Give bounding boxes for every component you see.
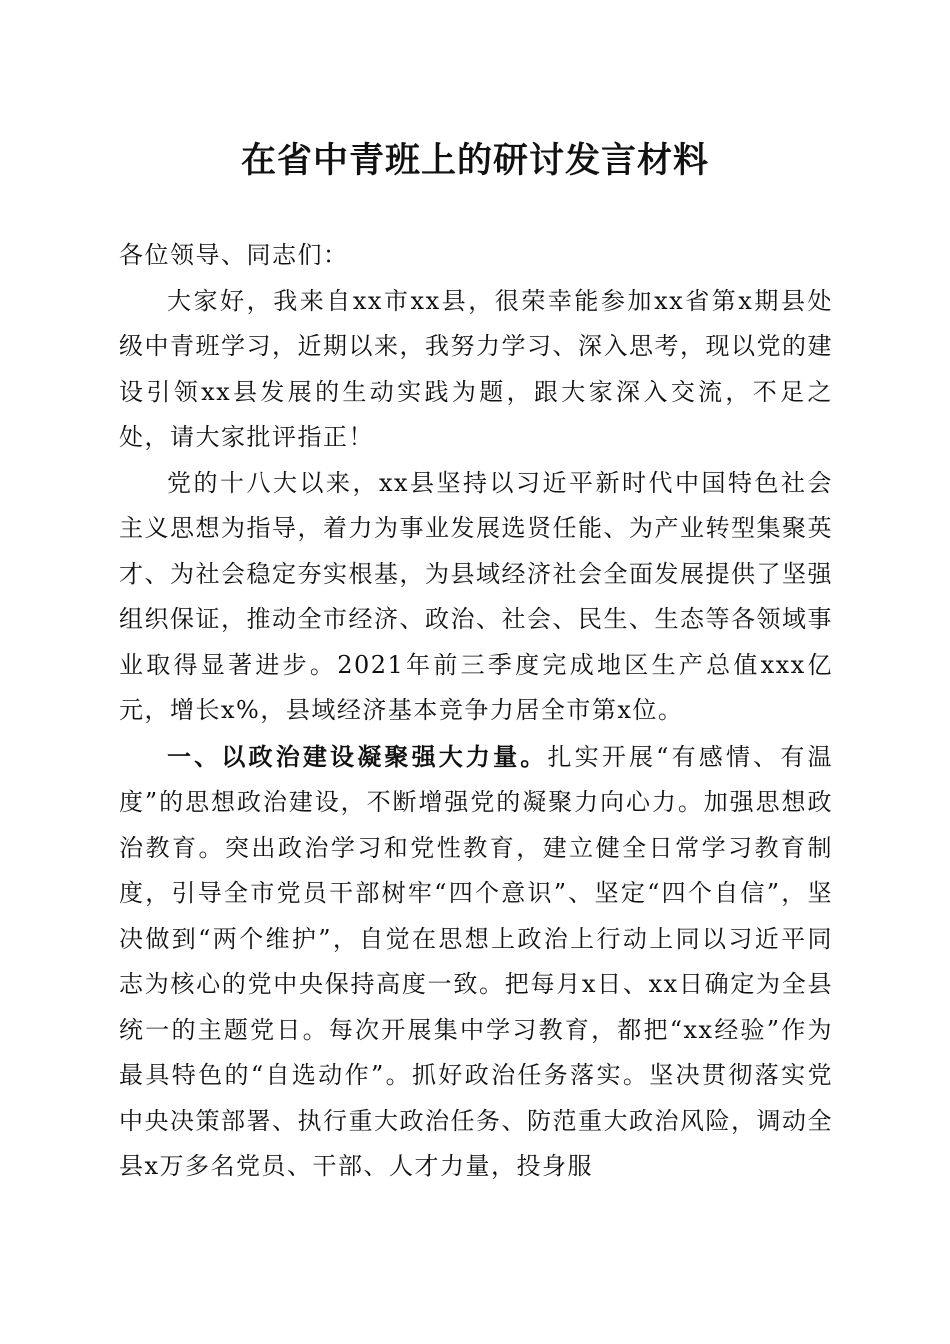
section-one-text: 扎实开展“有感情、有温度”的思想政治建设，不断增强党的凝聚力向心力。加强思想政治教育。突出政治学习和党性教育，建立健全日常学习教育制度，引导全市党员干部树牢“四个意识”、坚定“四个自信”，坚决做到“两个维护”，自觉在思想上政治上行动上同以习近平同志为核心的党中央保持高度一致。把每月x日、xx日确定为全县统一的主题党日。每次开展集中学习教育，都把“xx经验”作为最具特色的“自选动作”。抓好政治任务落实。坚决贯彻落实党中央决策部署、执行重大政治任务、防范重大政治风险，调动全县x万多名党员、干部、人才力量，投身服 <box>119 742 833 1180</box>
paragraph-greeting: 大家好，我来自xx市xx县，很荣幸能参加xx省第x期县处级中青班学习，近期以来，我努力学习、深入思考，现以党的建设引领xx县发展的生动实践为题，跟大家深入交流，不足之处，请大家批评指正！ <box>119 286 833 451</box>
document-title: 在省中青班上的研讨发言材料 <box>240 140 709 181</box>
section-one-heading: 一、以政治建设凝聚强大力量。 <box>167 741 548 771</box>
document-body <box>119 233 833 1190</box>
salutation: 各位领导、同志们： <box>119 241 349 269</box>
paragraph-overview: 党的十八大以来，xx县坚持以习近平新时代中国特色社会主义思想为指导，着力为事业发展选贤任能、为产业转型集聚英才、为社会稳定夯实根基，为县域经济社会全面发展提供了坚强组织保证，推动全市经济、政治、社会、民生、生态等各领域事业取得显著进步。2021年前三季度完成地区生产总值xxx亿元，增长x%，县域经济基本竞争力居全市第x位。 <box>119 468 833 724</box>
section-one-paragraph <box>119 734 833 1190</box>
